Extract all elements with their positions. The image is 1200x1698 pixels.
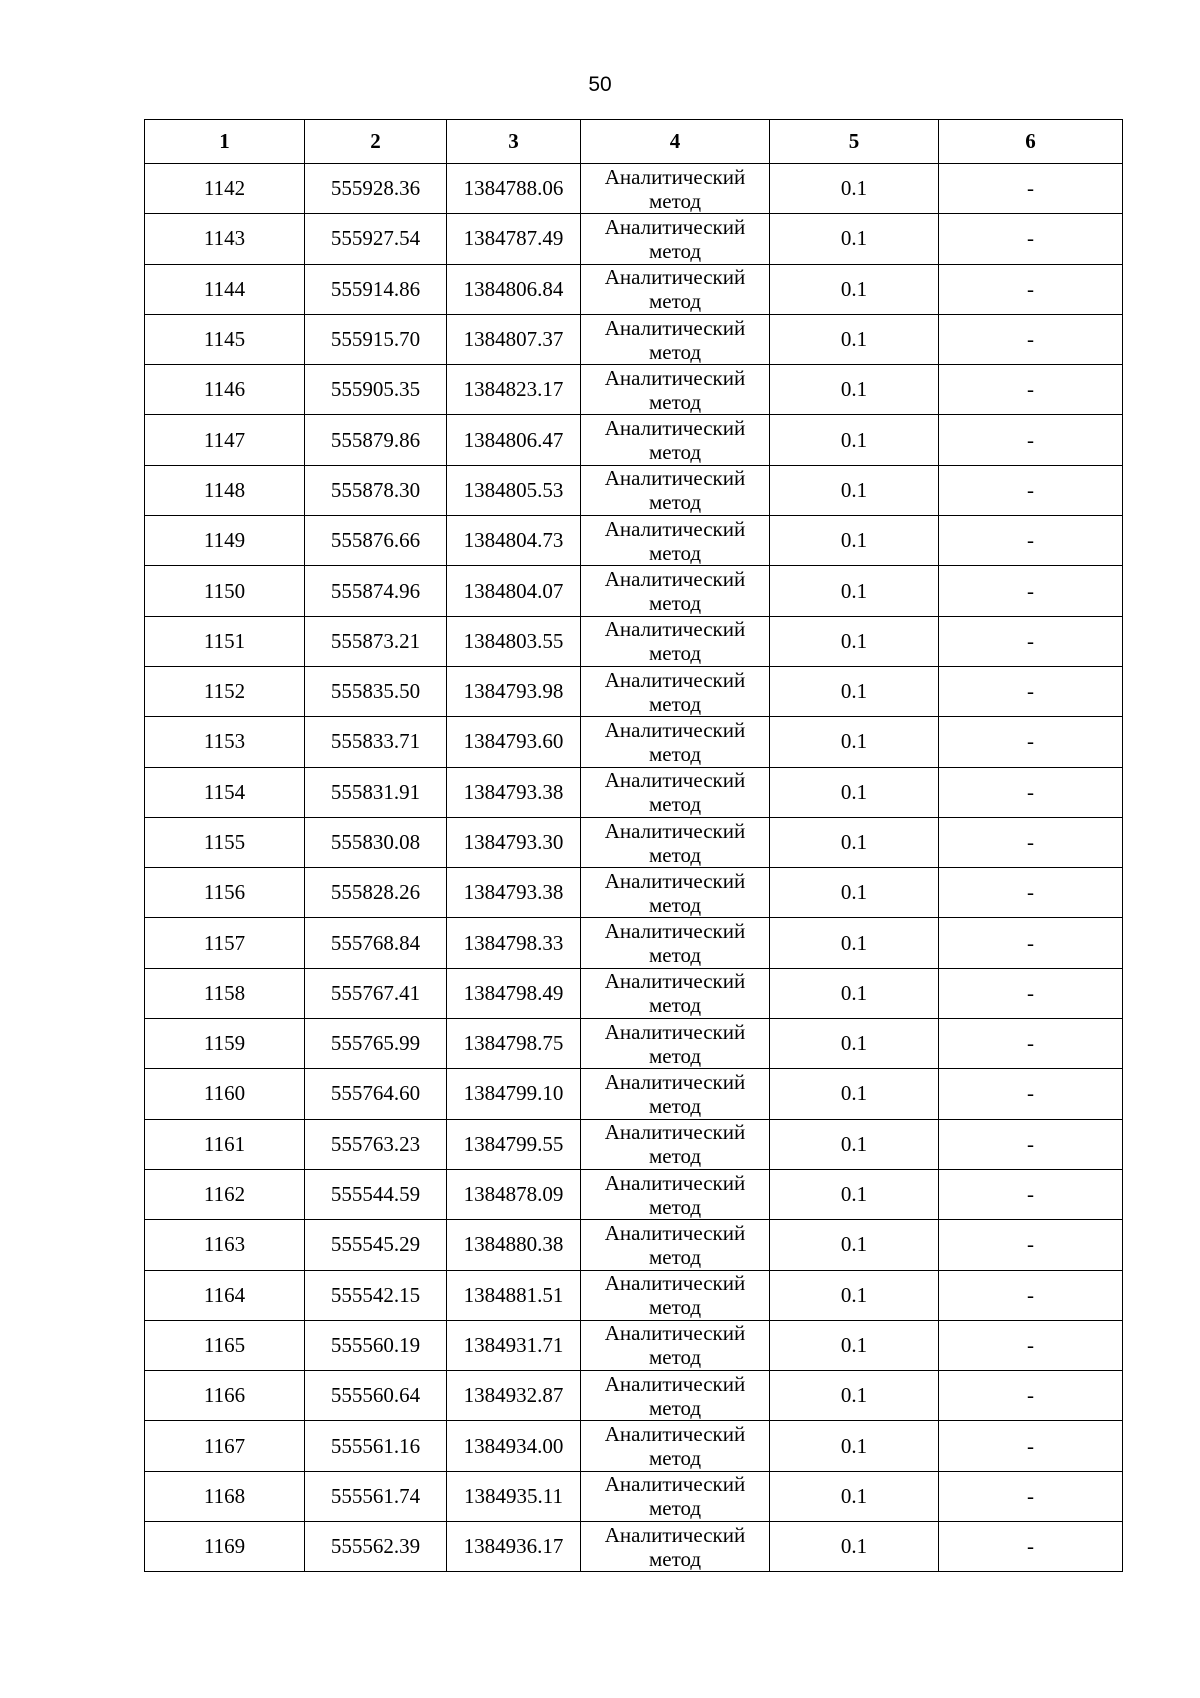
column-header: 6: [939, 120, 1123, 164]
point-number-cell: 1143: [145, 214, 305, 264]
x-coordinate-cell: 555914.86: [305, 264, 447, 314]
method-cell: [581, 516, 770, 566]
method-cell: [581, 566, 770, 616]
y-coordinate-cell: 1384793.60: [447, 717, 581, 767]
method-line-1: Аналитический: [604, 969, 746, 994]
table-row: [145, 1371, 1123, 1421]
method-line-1: Аналитический: [604, 315, 746, 340]
method-cell: [581, 918, 770, 968]
method-line-1: Аналитический: [604, 1472, 746, 1497]
method-cell: [581, 817, 770, 867]
method-line-2: метод: [648, 1345, 702, 1370]
x-coordinate-cell: 555764.60: [305, 1069, 447, 1119]
point-number-cell: 1161: [145, 1119, 305, 1169]
y-coordinate-cell: 1384793.38: [447, 767, 581, 817]
table-row: [145, 314, 1123, 364]
note-cell: -: [939, 616, 1123, 666]
method-line-1: Аналитический: [604, 416, 746, 441]
method-line-1: Аналитический: [604, 164, 746, 189]
method-cell: [581, 264, 770, 314]
method-cell: [581, 1522, 770, 1572]
table-row: [145, 1270, 1123, 1320]
table-row: [145, 1119, 1123, 1169]
column-header: 5: [770, 120, 939, 164]
x-coordinate-cell: 555768.84: [305, 918, 447, 968]
method-line-2: метод: [648, 591, 702, 616]
point-number-cell: 1147: [145, 415, 305, 465]
method-cell: [581, 717, 770, 767]
accuracy-cell: 0.1: [770, 1371, 939, 1421]
point-number-cell: 1163: [145, 1220, 305, 1270]
table-row: [145, 1169, 1123, 1219]
coordinates-table: [144, 119, 1123, 1572]
y-coordinate-cell: 1384806.84: [447, 264, 581, 314]
note-cell: -: [939, 365, 1123, 415]
table-row: [145, 616, 1123, 666]
note-cell: -: [939, 666, 1123, 716]
point-number-cell: 1150: [145, 566, 305, 616]
method-line-2: метод: [648, 1144, 702, 1169]
y-coordinate-cell: 1384793.98: [447, 666, 581, 716]
method-cell: [581, 465, 770, 515]
method-line-2: метод: [648, 289, 702, 314]
method-line-2: метод: [648, 238, 702, 263]
y-coordinate-cell: 1384804.07: [447, 566, 581, 616]
method-line-1: Аналитический: [604, 1321, 746, 1346]
y-coordinate-cell: 1384881.51: [447, 1270, 581, 1320]
method-cell: [581, 214, 770, 264]
y-coordinate-cell: 1384798.75: [447, 1019, 581, 1069]
method-cell: [581, 1220, 770, 1270]
x-coordinate-cell: 555828.26: [305, 868, 447, 918]
accuracy-cell: 0.1: [770, 1421, 939, 1471]
x-coordinate-cell: 555928.36: [305, 164, 447, 214]
x-coordinate-cell: 555927.54: [305, 214, 447, 264]
column-header: 4: [581, 120, 770, 164]
method-cell: [581, 968, 770, 1018]
method-line-2: метод: [648, 1446, 702, 1471]
point-number-cell: 1151: [145, 616, 305, 666]
accuracy-cell: 0.1: [770, 1320, 939, 1370]
y-coordinate-cell: 1384799.55: [447, 1119, 581, 1169]
x-coordinate-cell: 555765.99: [305, 1019, 447, 1069]
page-number: 50: [588, 73, 612, 96]
note-cell: -: [939, 1320, 1123, 1370]
point-number-cell: 1168: [145, 1471, 305, 1521]
note-cell: -: [939, 516, 1123, 566]
method-cell: [581, 616, 770, 666]
y-coordinate-cell: 1384878.09: [447, 1169, 581, 1219]
table-row: [145, 1069, 1123, 1119]
y-coordinate-cell: 1384935.11: [447, 1471, 581, 1521]
method-line-2: метод: [648, 792, 702, 817]
accuracy-cell: 0.1: [770, 1119, 939, 1169]
note-cell: -: [939, 767, 1123, 817]
y-coordinate-cell: 1384934.00: [447, 1421, 581, 1471]
x-coordinate-cell: 555542.15: [305, 1270, 447, 1320]
y-coordinate-cell: 1384799.10: [447, 1069, 581, 1119]
point-number-cell: 1145: [145, 314, 305, 364]
note-cell: -: [939, 1371, 1123, 1421]
method-line-2: метод: [648, 641, 702, 666]
table-row: [145, 918, 1123, 968]
y-coordinate-cell: 1384788.06: [447, 164, 581, 214]
point-number-cell: 1153: [145, 717, 305, 767]
method-line-2: метод: [648, 1194, 702, 1219]
point-number-cell: 1149: [145, 516, 305, 566]
y-coordinate-cell: 1384931.71: [447, 1320, 581, 1370]
method-cell: [581, 1421, 770, 1471]
x-coordinate-cell: 555561.16: [305, 1421, 447, 1471]
method-line-1: Аналитический: [604, 567, 746, 592]
x-coordinate-cell: 555560.64: [305, 1371, 447, 1421]
method-line-2: метод: [648, 1244, 702, 1269]
point-number-cell: 1157: [145, 918, 305, 968]
accuracy-cell: 0.1: [770, 1019, 939, 1069]
note-cell: -: [939, 1069, 1123, 1119]
method-cell: [581, 868, 770, 918]
point-number-cell: 1167: [145, 1421, 305, 1471]
accuracy-cell: 0.1: [770, 717, 939, 767]
x-coordinate-cell: 555915.70: [305, 314, 447, 364]
accuracy-cell: 0.1: [770, 465, 939, 515]
method-line-1: Аналитический: [604, 717, 746, 742]
table-row: [145, 1220, 1123, 1270]
y-coordinate-cell: 1384793.30: [447, 817, 581, 867]
point-number-cell: 1160: [145, 1069, 305, 1119]
table-row: [145, 164, 1123, 214]
table-row: [145, 868, 1123, 918]
method-line-2: метод: [648, 1546, 702, 1571]
method-line-2: метод: [648, 1093, 702, 1118]
method-line-2: метод: [648, 188, 702, 213]
accuracy-cell: 0.1: [770, 1169, 939, 1219]
x-coordinate-cell: 555905.35: [305, 365, 447, 415]
note-cell: -: [939, 1119, 1123, 1169]
accuracy-cell: 0.1: [770, 214, 939, 264]
table-row: [145, 817, 1123, 867]
point-number-cell: 1156: [145, 868, 305, 918]
point-number-cell: 1155: [145, 817, 305, 867]
method-line-2: метод: [648, 1043, 702, 1068]
note-cell: -: [939, 817, 1123, 867]
method-cell: [581, 164, 770, 214]
column-header: 2: [305, 120, 447, 164]
table-row: [145, 1019, 1123, 1069]
method-line-1: Аналитический: [604, 1170, 746, 1195]
method-line-1: Аналитический: [604, 1120, 746, 1145]
accuracy-cell: 0.1: [770, 666, 939, 716]
table-row: [145, 1522, 1123, 1572]
note-cell: -: [939, 1471, 1123, 1521]
method-line-1: Аналитический: [604, 868, 746, 893]
method-line-1: Аналитический: [604, 516, 746, 541]
x-coordinate-cell: 555876.66: [305, 516, 447, 566]
x-coordinate-cell: 555878.30: [305, 465, 447, 515]
note-cell: -: [939, 1522, 1123, 1572]
table-body: [145, 164, 1123, 1572]
method-cell: [581, 1069, 770, 1119]
y-coordinate-cell: 1384803.55: [447, 616, 581, 666]
method-line-2: метод: [648, 440, 702, 465]
note-cell: -: [939, 1220, 1123, 1270]
point-number-cell: 1165: [145, 1320, 305, 1370]
point-number-cell: 1158: [145, 968, 305, 1018]
method-line-1: Аналитический: [604, 919, 746, 944]
column-header: 1: [145, 120, 305, 164]
method-line-2: метод: [648, 339, 702, 364]
note-cell: -: [939, 415, 1123, 465]
method-cell: [581, 314, 770, 364]
method-line-2: метод: [648, 842, 702, 867]
table-row: [145, 1421, 1123, 1471]
accuracy-cell: 0.1: [770, 616, 939, 666]
table-row: [145, 264, 1123, 314]
accuracy-cell: 0.1: [770, 1270, 939, 1320]
note-cell: -: [939, 566, 1123, 616]
method-cell: [581, 1471, 770, 1521]
x-coordinate-cell: 555830.08: [305, 817, 447, 867]
method-cell: [581, 1371, 770, 1421]
method-cell: [581, 1270, 770, 1320]
x-coordinate-cell: 555833.71: [305, 717, 447, 767]
y-coordinate-cell: 1384932.87: [447, 1371, 581, 1421]
method-line-1: Аналитический: [604, 617, 746, 642]
accuracy-cell: 0.1: [770, 1220, 939, 1270]
method-line-1: Аналитический: [604, 1422, 746, 1447]
note-cell: -: [939, 465, 1123, 515]
table-row: [145, 968, 1123, 1018]
accuracy-cell: 0.1: [770, 918, 939, 968]
accuracy-cell: 0.1: [770, 1522, 939, 1572]
method-cell: [581, 415, 770, 465]
method-cell: [581, 1320, 770, 1370]
method-cell: [581, 1019, 770, 1069]
note-cell: -: [939, 1421, 1123, 1471]
method-line-1: Аналитический: [604, 1271, 746, 1296]
point-number-cell: 1154: [145, 767, 305, 817]
y-coordinate-cell: 1384806.47: [447, 415, 581, 465]
method-line-1: Аналитический: [604, 768, 746, 793]
method-line-1: Аналитический: [604, 265, 746, 290]
method-line-2: метод: [648, 993, 702, 1018]
table-row: [145, 415, 1123, 465]
table-row: [145, 465, 1123, 515]
accuracy-cell: 0.1: [770, 415, 939, 465]
method-line-1: Аналитический: [604, 1069, 746, 1094]
method-line-2: метод: [648, 540, 702, 565]
x-coordinate-cell: 555763.23: [305, 1119, 447, 1169]
method-line-1: Аналитический: [604, 1220, 746, 1245]
table-row: [145, 717, 1123, 767]
point-number-cell: 1148: [145, 465, 305, 515]
accuracy-cell: 0.1: [770, 1471, 939, 1521]
table-row: [145, 214, 1123, 264]
y-coordinate-cell: 1384798.49: [447, 968, 581, 1018]
point-number-cell: 1169: [145, 1522, 305, 1572]
note-cell: -: [939, 868, 1123, 918]
method-line-1: Аналитический: [604, 214, 746, 239]
method-line-2: метод: [648, 892, 702, 917]
x-coordinate-cell: 555545.29: [305, 1220, 447, 1270]
note-cell: -: [939, 164, 1123, 214]
x-coordinate-cell: 555561.74: [305, 1471, 447, 1521]
method-cell: [581, 767, 770, 817]
x-coordinate-cell: 555831.91: [305, 767, 447, 817]
x-coordinate-cell: 555544.59: [305, 1169, 447, 1219]
y-coordinate-cell: 1384936.17: [447, 1522, 581, 1572]
y-coordinate-cell: 1384823.17: [447, 365, 581, 415]
point-number-cell: 1146: [145, 365, 305, 415]
accuracy-cell: 0.1: [770, 264, 939, 314]
y-coordinate-cell: 1384793.38: [447, 868, 581, 918]
table-header-row: [145, 120, 1123, 164]
accuracy-cell: 0.1: [770, 314, 939, 364]
method-line-1: Аналитический: [604, 818, 746, 843]
point-number-cell: 1162: [145, 1169, 305, 1219]
table-row: [145, 1320, 1123, 1370]
point-number-cell: 1164: [145, 1270, 305, 1320]
y-coordinate-cell: 1384805.53: [447, 465, 581, 515]
accuracy-cell: 0.1: [770, 817, 939, 867]
method-line-1: Аналитический: [604, 1371, 746, 1396]
method-line-1: Аналитический: [604, 1019, 746, 1044]
method-line-2: метод: [648, 1496, 702, 1521]
method-line-1: Аналитический: [604, 466, 746, 491]
y-coordinate-cell: 1384804.73: [447, 516, 581, 566]
note-cell: -: [939, 918, 1123, 968]
method-cell: [581, 1119, 770, 1169]
note-cell: -: [939, 1019, 1123, 1069]
accuracy-cell: 0.1: [770, 365, 939, 415]
method-line-2: метод: [648, 389, 702, 414]
y-coordinate-cell: 1384807.37: [447, 314, 581, 364]
method-line-2: метод: [648, 1295, 702, 1320]
method-line-1: Аналитический: [604, 365, 746, 390]
x-coordinate-cell: 555874.96: [305, 566, 447, 616]
y-coordinate-cell: 1384880.38: [447, 1220, 581, 1270]
method-line-2: метод: [648, 490, 702, 515]
x-coordinate-cell: 555835.50: [305, 666, 447, 716]
table-row: [145, 767, 1123, 817]
accuracy-cell: 0.1: [770, 516, 939, 566]
y-coordinate-cell: 1384798.33: [447, 918, 581, 968]
note-cell: -: [939, 314, 1123, 364]
note-cell: -: [939, 717, 1123, 767]
column-header: 3: [447, 120, 581, 164]
accuracy-cell: 0.1: [770, 968, 939, 1018]
table-row: [145, 666, 1123, 716]
method-cell: [581, 666, 770, 716]
accuracy-cell: 0.1: [770, 1069, 939, 1119]
accuracy-cell: 0.1: [770, 566, 939, 616]
method-line-2: метод: [648, 741, 702, 766]
note-cell: -: [939, 1169, 1123, 1219]
x-coordinate-cell: 555879.86: [305, 415, 447, 465]
table-row: [145, 365, 1123, 415]
note-cell: -: [939, 214, 1123, 264]
accuracy-cell: 0.1: [770, 767, 939, 817]
method-line-2: метод: [648, 943, 702, 968]
method-line-1: Аналитический: [604, 1522, 746, 1547]
point-number-cell: 1159: [145, 1019, 305, 1069]
method-cell: [581, 1169, 770, 1219]
table-row: [145, 1471, 1123, 1521]
method-cell: [581, 365, 770, 415]
note-cell: -: [939, 264, 1123, 314]
note-cell: -: [939, 1270, 1123, 1320]
point-number-cell: 1152: [145, 666, 305, 716]
table-row: [145, 516, 1123, 566]
point-number-cell: 1144: [145, 264, 305, 314]
point-number-cell: 1166: [145, 1371, 305, 1421]
accuracy-cell: 0.1: [770, 868, 939, 918]
method-line-2: метод: [648, 691, 702, 716]
point-number-cell: 1142: [145, 164, 305, 214]
x-coordinate-cell: 555560.19: [305, 1320, 447, 1370]
y-coordinate-cell: 1384787.49: [447, 214, 581, 264]
table-row: [145, 566, 1123, 616]
method-line-1: Аналитический: [604, 667, 746, 692]
x-coordinate-cell: 555873.21: [305, 616, 447, 666]
method-line-2: метод: [648, 1395, 702, 1420]
x-coordinate-cell: 555767.41: [305, 968, 447, 1018]
accuracy-cell: 0.1: [770, 164, 939, 214]
note-cell: -: [939, 968, 1123, 1018]
x-coordinate-cell: 555562.39: [305, 1522, 447, 1572]
